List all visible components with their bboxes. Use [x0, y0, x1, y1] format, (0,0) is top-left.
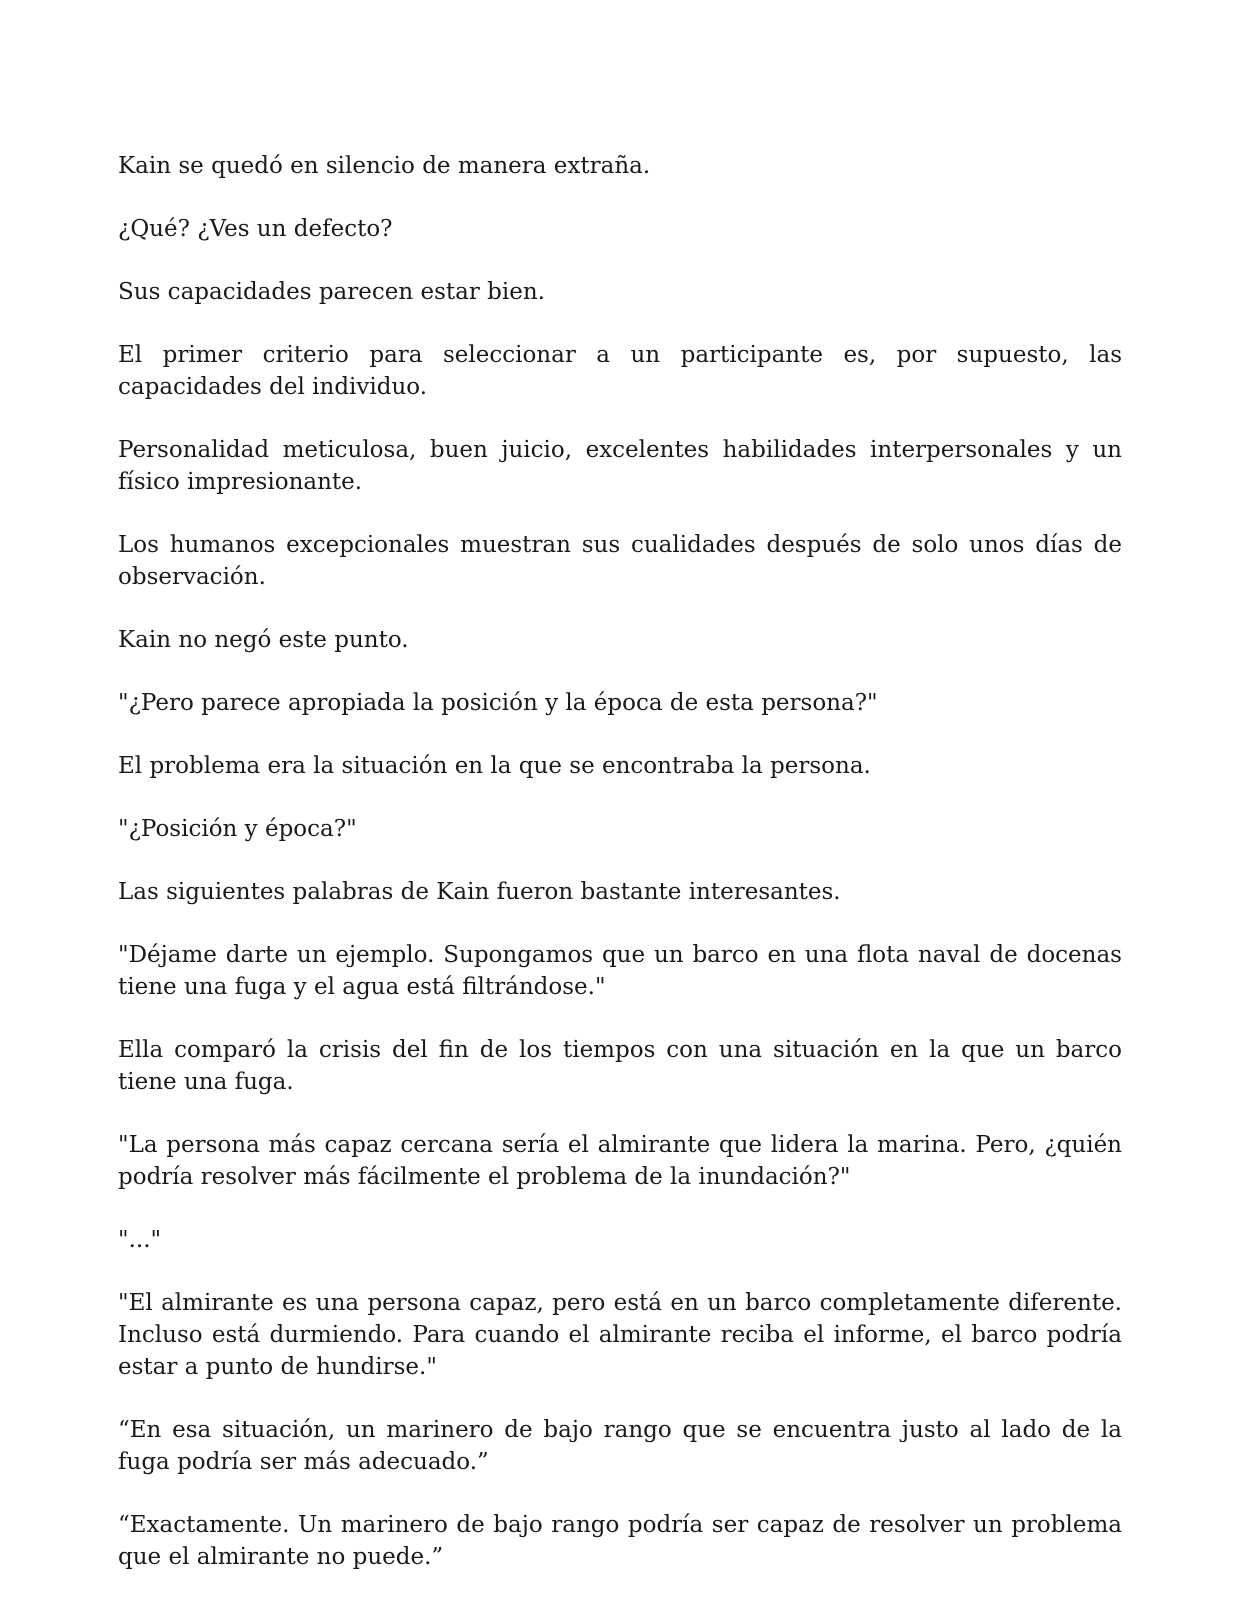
paragraph: "El almirante es una persona capaz, pero está en un barco completamente diferente. Incluso está durmiendo. Para cuando el almirante reciba el informe, el barco podría estar a punto de hundirse." — [118, 1290, 1122, 1380]
paragraph: “En esa situación, un marinero de bajo rango que se encuentra justo al lado de la fuga podría ser más adecuado.” — [118, 1417, 1122, 1475]
paragraph: “Exactamente. Un marinero de bajo rango podría ser capaz de resolver un problema que el almirante no puede.” — [118, 1512, 1122, 1570]
paragraph: Sus capacidades parecen estar bien. — [118, 279, 545, 305]
paragraph: Personalidad meticulosa, buen juicio, excelentes habilidades interpersonales y un físico impresionante. — [118, 437, 1122, 495]
paragraph: Los humanos excepcionales muestran sus cualidades después de solo unos días de observación. — [118, 532, 1122, 590]
paragraph: Kain se quedó en silencio de manera extraña. — [118, 153, 651, 179]
paragraph: "..." — [118, 1227, 162, 1253]
paragraph: "¿Posición y época?" — [118, 816, 357, 842]
paragraph: ¿Qué? ¿Ves un defecto? — [118, 216, 393, 242]
paragraph: Kain no negó este punto. — [118, 627, 409, 653]
paragraph: "Déjame darte un ejemplo. Supongamos que un barco en una flota naval de docenas tiene una fuga y el agua está filtrándose." — [118, 942, 1122, 1000]
document-body — [118, 150, 1122, 1573]
paragraph: "La persona más capaz cercana sería el almirante que lidera la marina. Pero, ¿quién podría resolver más fácilmente el problema de la inundación?" — [118, 1132, 1122, 1190]
paragraph: El problema era la situación en la que se encontraba la persona. — [118, 753, 871, 779]
paragraph: Las siguientes palabras de Kain fueron bastante interesantes. — [118, 879, 841, 905]
paragraph: El primer criterio para seleccionar a un participante es, por supuesto, las capacidades del individuo. — [118, 342, 1122, 400]
paragraph: Ella comparó la crisis del fin de los tiempos con una situación en la que un barco tiene una fuga. — [118, 1037, 1122, 1095]
paragraph: "¿Pero parece apropiada la posición y la época de esta persona?" — [118, 690, 878, 716]
